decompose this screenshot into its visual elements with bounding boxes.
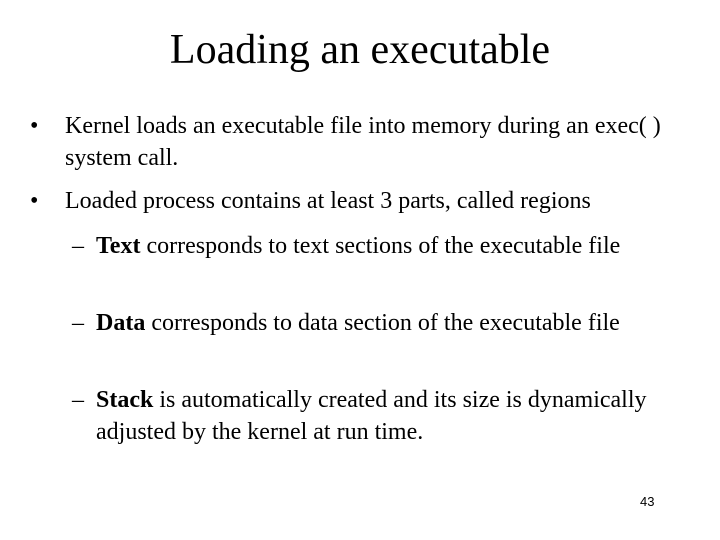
sub-bullet-text: corresponds to data section of the executable file [145,310,620,336]
sub-bullet-marker: – [72,387,84,413]
sub-bullet-text: corresponds to text sections of the executable file [140,233,621,259]
term-stack: Stack [96,387,154,413]
bullet-text: Kernel loads an executable file into memory during an exec( ) system call. [65,113,661,171]
sub-bullet-text-region [72,230,692,262]
term-data: Data [96,310,146,336]
bullet-text: Loaded process contains at least 3 parts, called regions [65,188,591,214]
sub-bullet-text: is automatically created and its size is dynamically adjusted by the kernel at run time. [96,387,647,445]
sub-bullet-data-region [72,307,692,339]
bullet-kernel-loads [30,110,690,174]
slide-title: Loading an executable [169,27,551,73]
bullet-marker: • [30,113,39,139]
sub-bullet-marker: – [72,310,84,336]
bullet-loaded-process [30,185,690,217]
term-text: Text [96,233,141,259]
page-number: 43 [640,494,655,509]
sub-bullet-marker: – [72,233,84,259]
bullet-marker: • [30,188,39,214]
sub-bullet-stack-region [72,384,692,448]
